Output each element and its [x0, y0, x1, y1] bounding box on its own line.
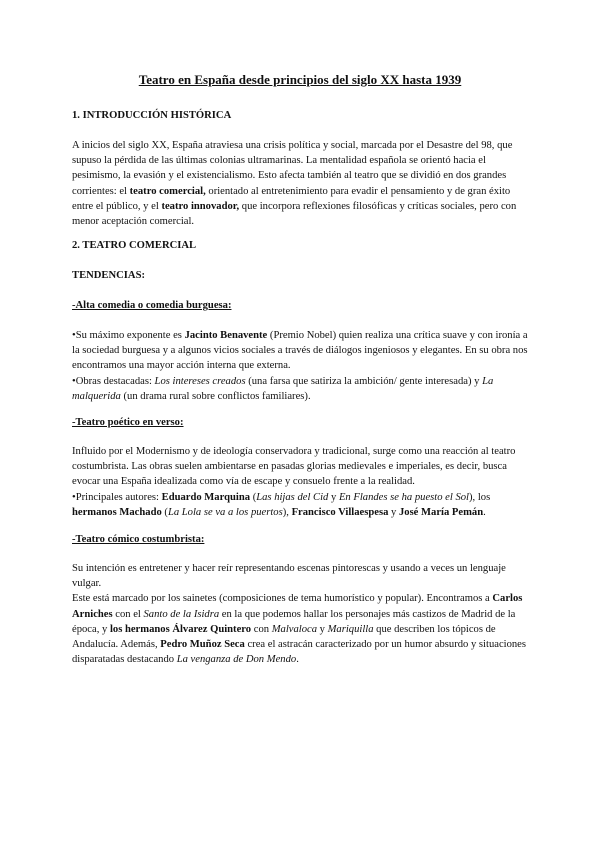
text-run: Este está marcado por los sainetes (composiciones de tema humorístico y popular). Encontramos a [72, 593, 493, 605]
text-run: y [317, 623, 328, 635]
text-run: que describen los tópicos de Andalucía. Además, [72, 623, 496, 651]
text-run: ( [250, 491, 257, 503]
teatro-poetico-heading: -Teatro poético en verso: [72, 417, 184, 428]
text-run: •Obras destacadas: [72, 375, 155, 387]
section-1-heading: 1. INTRODUCCIÓN HISTÓRICA [72, 110, 232, 121]
author-name: hermanos Machado [72, 506, 162, 518]
text-run: en la que podemos hallar los personajes más castizos de Madrid de la época, y [72, 608, 516, 635]
author-name: Pedro Muñoz Seca [160, 639, 245, 651]
work-title: Mariquilla [327, 623, 374, 635]
teatro-comico-paragraph: Su intención es entretener y hacer reír representando escenas pintorescas y usando a veces un lenguaje vulgar. [72, 563, 506, 590]
text-run: orientado al entretenimiento para evadir el pensamiento y de gran éxito entre el público, y el [72, 185, 511, 212]
text-run: ), [282, 506, 292, 518]
author-name: los hermanos Álvarez Quintero [109, 623, 252, 635]
work-title: Santo de la Isidra [143, 608, 220, 620]
author-name: Francisco Villaespesa [291, 506, 389, 518]
text-run: ( [161, 506, 168, 518]
work-title: La Lola se va a los puertos [167, 506, 283, 518]
work-title: Los intereses creados [154, 375, 246, 387]
author-name: Eduardo Marquina [161, 491, 251, 503]
author-name: José María Pemán [398, 506, 484, 518]
text-run: y [328, 491, 339, 503]
text-run: (una farsa que satiriza la ambición/ gente interesada) y [245, 375, 483, 387]
text-run: (Premio Nobel) quien realiza una crítica suave y con ironía a la sociedad burguesa y a algunos vicios sociales a través de diálogos ingeniosos y elegantes. En su obra nos encontramos una mayor acción interna que externa. [72, 330, 528, 372]
text-run: A inicios del siglo XX, España atraviesa una crisis política y social, marcada por el Desastre del 98, que supuso la pérdida de las últimas colonias ultramarinas. La mentalidad española se orientó hacia el pesimismo, la evasión y el existencialismo. Esto afecta también al teatro que se dividió en dos grandes corrientes: el [72, 140, 513, 197]
text-run: crea el astracán caracterizado por un humor absurdo y situaciones disparatadas destacando [72, 639, 527, 666]
text-run: . [483, 506, 486, 518]
text-run: •Principales autores: [72, 491, 162, 503]
alta-comedia-body [72, 328, 532, 404]
work-title: Malvaloca [271, 623, 318, 635]
teatro-comico-heading: -Teatro cómico costumbrista: [72, 534, 205, 545]
text-run: con [251, 623, 272, 635]
text-run: •Su máximo exponente es [72, 330, 185, 341]
text-run: y [388, 506, 399, 518]
alta-comedia-heading: -Alta comedia o comedia burguesa: [72, 300, 232, 311]
work-title: La venganza de Don Mendo [176, 654, 297, 666]
keyword-teatro-innovador: teatro innovador, [161, 200, 240, 212]
section-1-paragraph [72, 138, 532, 229]
text-run: que incorpora reflexiones filosóficas y críticas sociales, pero con menor aceptación comercial. [72, 200, 517, 228]
tendencias-heading: TENDENCIAS: [72, 270, 145, 281]
text-run: . [296, 654, 299, 666]
work-title: En Flandes se ha puesto el Sol [338, 491, 469, 503]
text-run: (un drama rural sobre conflictos familiares). [120, 390, 311, 402]
teatro-poetico-body [72, 444, 532, 520]
author-name: Carlos Arniches [72, 593, 523, 620]
keyword-teatro-comercial: teatro comercial, [129, 185, 206, 197]
work-title: La malquerida [72, 375, 494, 402]
document-title: Teatro en España desde principios del siglo XX hasta 1939 [138, 72, 462, 87]
teatro-comico-body [72, 561, 532, 667]
text-run: ), los [469, 491, 491, 503]
teatro-poetico-paragraph: Influido por el Modernismo y de ideología conservadora y tradicional, surge como una reacción al teatro costumbrista. Las obras suelen ambientarse en pasadas glorias medievales e imperiales, es decir, busca evocar una España idealizada como vía de escape y consuelo frente a la realidad. [72, 446, 516, 488]
text-run: con el [112, 608, 144, 620]
section-2-heading: 2. TEATRO COMERCIAL [72, 240, 197, 251]
author-name: Jacinto Benavente [184, 330, 268, 341]
work-title: Las hijas del Cid [256, 491, 329, 503]
